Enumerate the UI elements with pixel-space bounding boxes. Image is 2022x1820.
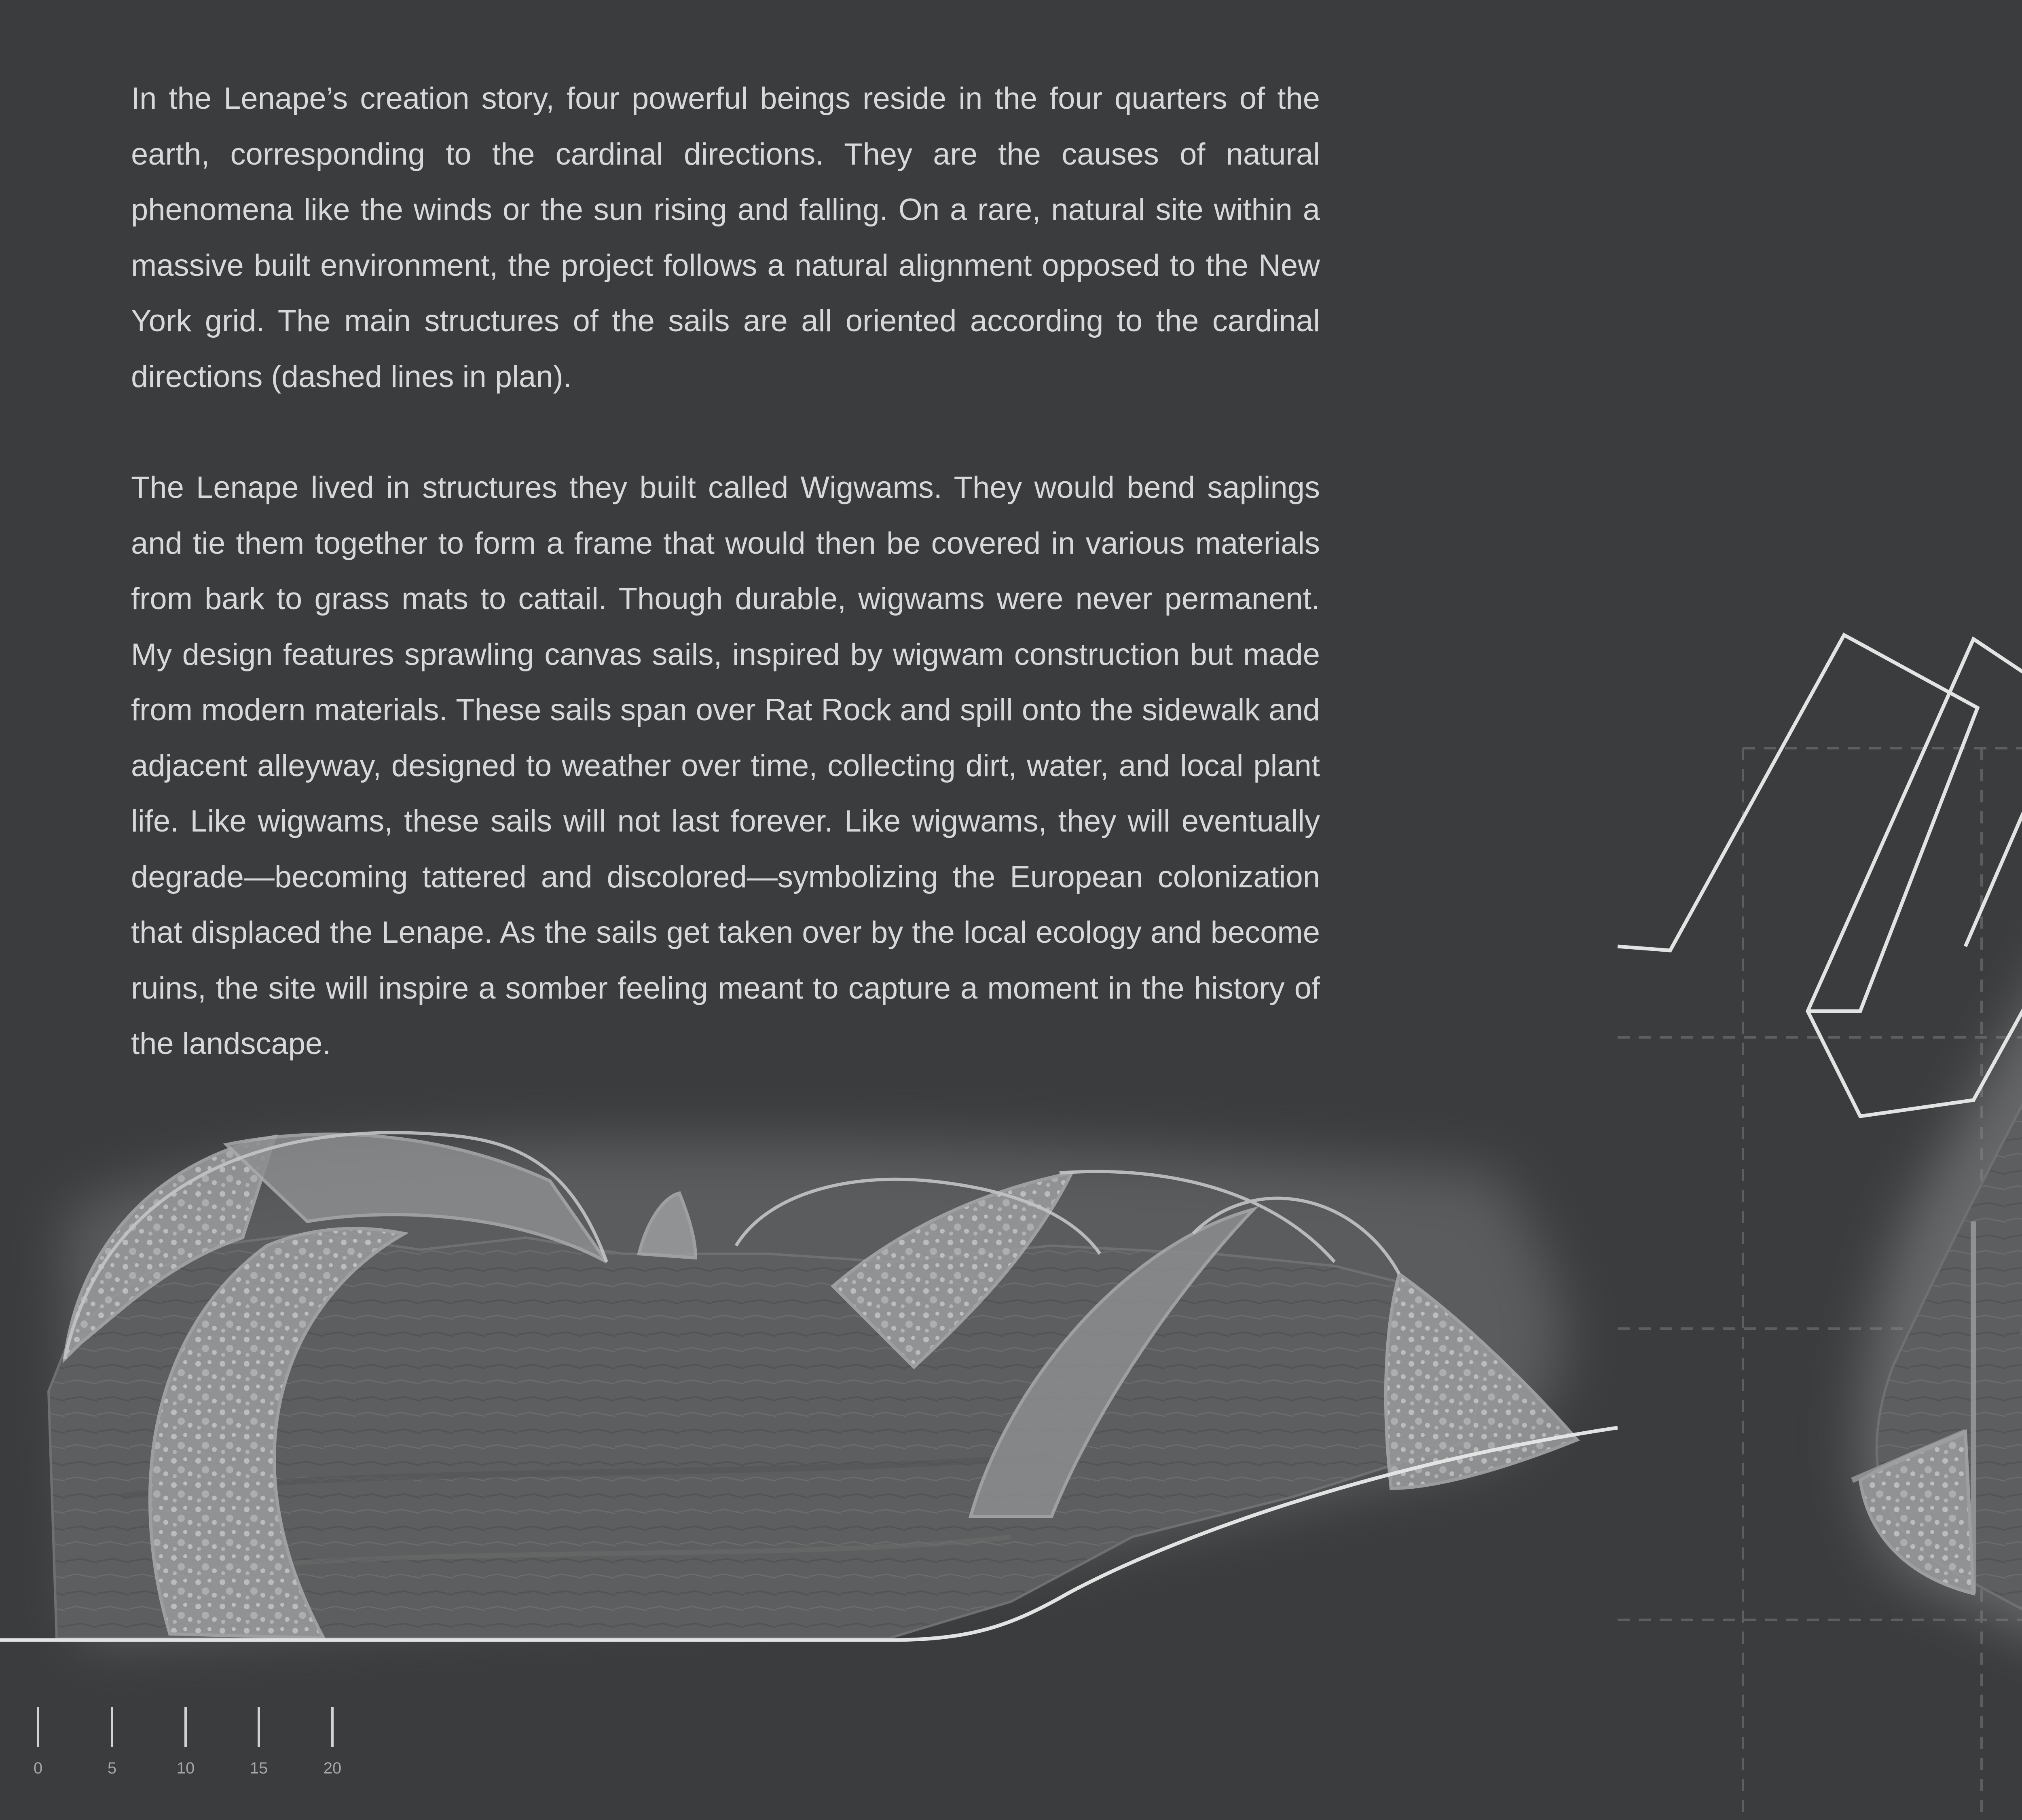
paragraph-creation-story: In the Lenape’s creation story, four powerful beings reside in the four quarters of the earth, corresponding to the cardinal directions. They are the causes of natural phenomena like the winds or the sun rising and falling. On a rare, natural site within a massive built environment, the project follows a natural alignment opposed to the New York grid. The main structures of the sails are all oriented according to the cardinal directions (dashed lines in plan).: [131, 81, 1320, 394]
section-scale-label-10: 10: [176, 1759, 195, 1777]
section-scale-bar: [38, 1707, 332, 1747]
section-scale-label-0: 0: [33, 1759, 43, 1777]
paragraph-wigwams: The Lenape lived in structures they built called Wigwams. They would bend saplings and tie them together to form a frame that would then be covered in various materials from bark to grass mats to cattail. Though durable, wigwams were never permanent. My design features sprawling canvas sails, inspired by wigwam construction but made from modern materials. These sails span over Rat Rock and spill onto the sidewalk and adjacent alleyway, designed to weather over time, collecting dirt, water, and local plant life. Like wigwams, these sails will not last forever. Like wigwams, they will eventually degrade—becoming tattered and discolored—symbolizing the European colonization that displaced the Lenape. As the sails get taken over by the local ecology and become ruins, the site will inspire a somber feeling meant to capture a moment in the history of the landscape.: [131, 470, 1320, 1061]
section-scale-label-5: 5: [107, 1759, 117, 1777]
site-section: [0, 1132, 1618, 1777]
site-plan: [1618, 0, 2022, 1820]
section-scale-label-15: 15: [250, 1759, 268, 1777]
section-scale-label-20: 20: [323, 1759, 342, 1777]
